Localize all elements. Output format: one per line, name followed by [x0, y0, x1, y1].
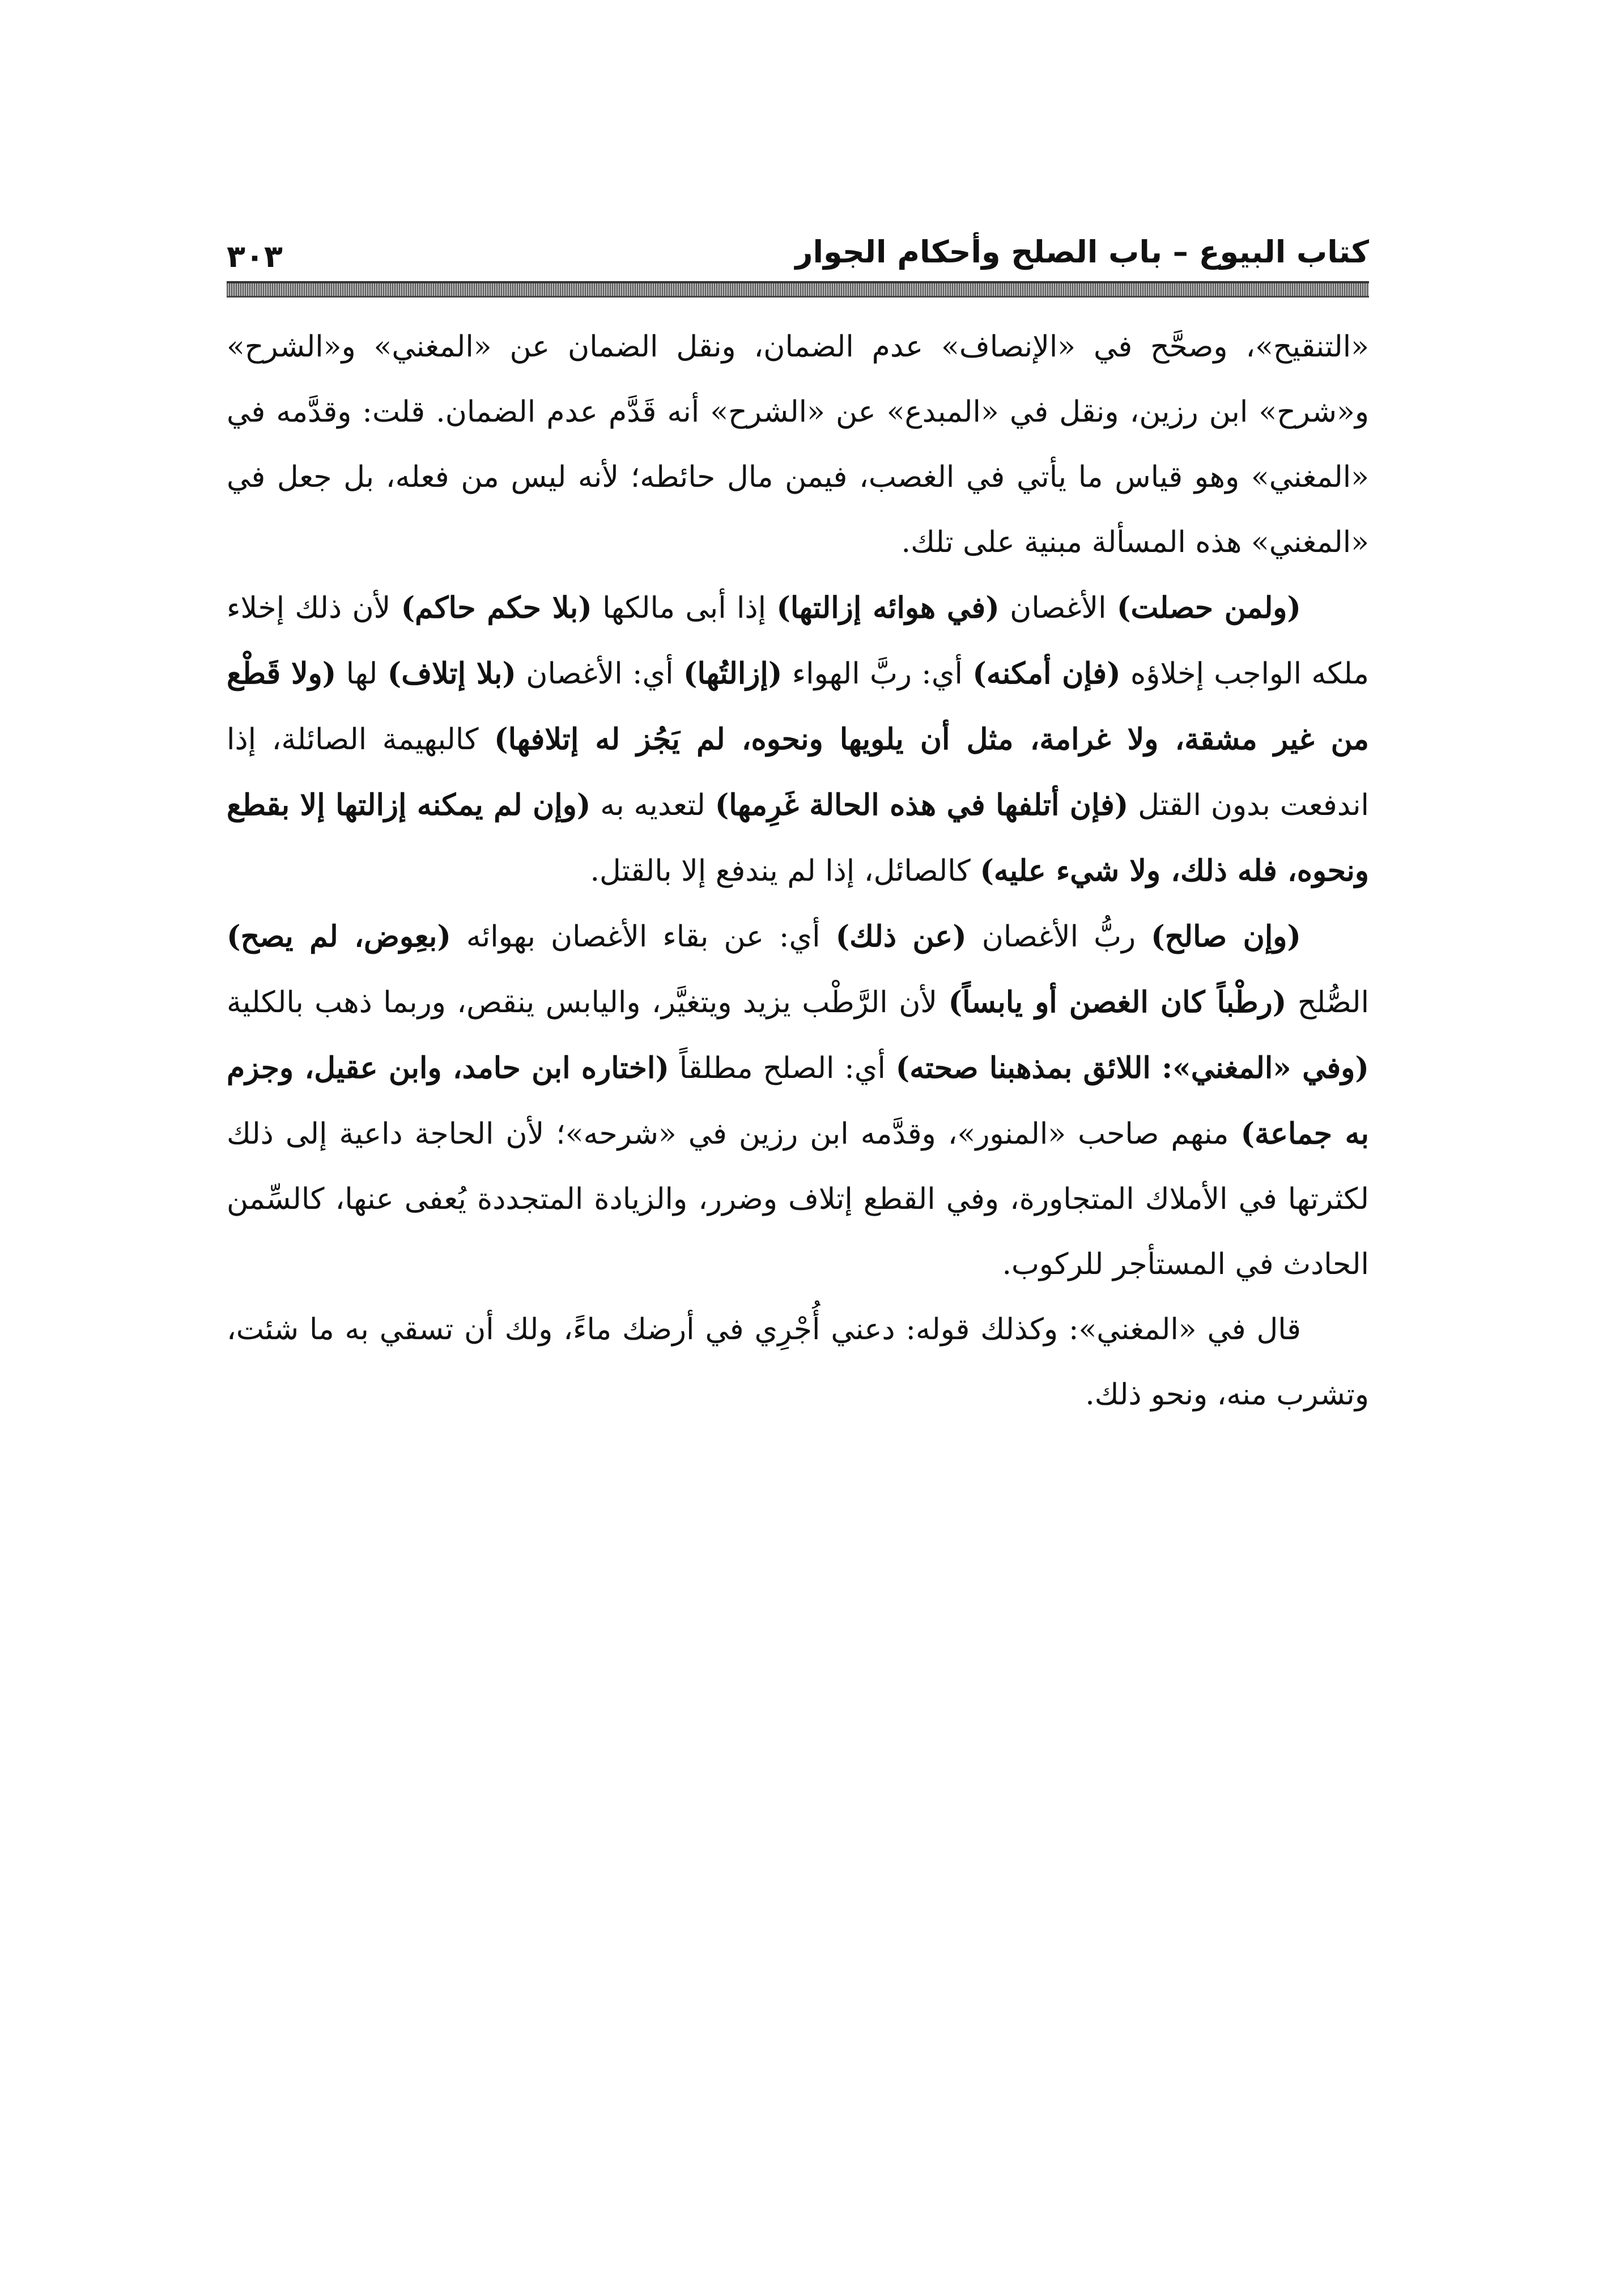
- commentary-text: الصُّلح: [1286, 986, 1370, 1020]
- paragraph: [227, 904, 1369, 1297]
- commentary-text: قال في «المغني»: وكذلك قوله: دعني أُجْرِي في أرضك ماءً، ولك أن تسقي به ما شئت، وتشرب منه، ونحو ذلك.: [227, 1313, 1369, 1412]
- running-header: [227, 227, 1369, 278]
- matn-text: (في هوائه إزالتها): [776, 591, 1000, 625]
- commentary-text: «التنقيح»، وصحَّح في «الإنصاف» عدم الضمان، ونقل الضمان عن «المغني» و«الشرح» و«شرح» ابن رزين، ونقل في «المبدع» عن «الشرح» أنه قَدَّم عدم الضمان. قلت: وقدَّمه في «المغني» وهو قياس ما يأتي في الغصب، فيمن مال حائطه؛ لأنه ليس من فعله، بل جعل في «المغني» هذه المسألة مبنية على تلك.: [227, 330, 1369, 559]
- header-rule: [227, 281, 1369, 298]
- running-title: كتاب البيوع – باب الصلح وأحكام الجوار: [795, 234, 1369, 270]
- matn-text: (ولا قَطْع من غير مشقة، ولا غرامة، مثل أن يلويها ونحوه، لم يَجُز له إتلافها): [227, 656, 1370, 757]
- commentary-text: لها: [336, 657, 388, 691]
- paragraph: [227, 1297, 1369, 1428]
- commentary-text: إذا أبى مالكها: [592, 591, 777, 625]
- commentary-text: أي: الأغصان: [516, 657, 683, 691]
- paragraph: [227, 315, 1369, 575]
- matn-text: (فإن أتلفها في هذه الحالة غَرِمها): [715, 788, 1129, 822]
- commentary-text: ربُّ الأغصان: [966, 920, 1151, 954]
- matn-text: (بعِوض، لم يصح): [227, 919, 451, 954]
- matn-text: (وإن صالح): [1151, 919, 1302, 954]
- page-number: ٣٠٣: [227, 239, 283, 274]
- commentary-text: كالصائل، إذا لم يندفع إلا بالقتل.: [590, 854, 980, 888]
- matn-text: (ولمن حصلت): [1116, 591, 1302, 625]
- commentary-text: لأن الرَّطْب يزيد ويتغيَّر، واليابس ينقص، وربما ذهب بالكلية: [227, 986, 949, 1020]
- commentary-text: لأن ذلك إخلاء ملكه الواجب إخلاؤه: [227, 591, 1369, 691]
- matn-text: (رطْباً كان الغصن أو يابساً): [948, 985, 1287, 1020]
- commentary-text: أي: ربَّ الهواء: [782, 657, 973, 691]
- body-text: [227, 315, 1369, 1428]
- commentary-text: أي: الصلح مطلقاً: [669, 1051, 896, 1085]
- matn-text: (وإن لم يمكنه إزالتها إلا بقطع ونحوه، فله ذلك، ولا شيء عليه): [227, 788, 1369, 888]
- commentary-text: منهم صاحب «المنور»، وقدَّمه ابن رزين في «شرحه»؛ لأن الحاجة داعية إلى ذلك لكثرتها في الأملاك المتجاورة، وفي القطع إتلاف وضرر، والزيادة المتجددة يُعفى عنها، كالسِّمن الحادث في المستأجر للركوب.: [227, 1117, 1369, 1281]
- matn-text: (عن ذلك): [835, 919, 967, 954]
- commentary-text: الأغصان: [999, 591, 1117, 625]
- matn-text: (وفي «المغني»: اللائق بمذهبنا صحته): [895, 1051, 1370, 1085]
- paragraph: [227, 575, 1369, 904]
- matn-text: (اختاره ابن حامد، وابن عقيل، وجزم به جماعة): [227, 1051, 1369, 1151]
- commentary-text: لتعديه به: [590, 788, 715, 822]
- commentary-text: أي: عن بقاء الأغصان بهوائه: [450, 920, 836, 954]
- matn-text: (بلا إتلاف): [387, 656, 516, 691]
- matn-text: (فإن أمكنه): [972, 656, 1121, 691]
- matn-text: (إزالتُها): [683, 656, 783, 691]
- matn-text: (بلا حكم حاكم): [401, 591, 592, 625]
- commentary-text: كالبهيمة الصائلة، إذا اندفعت بدون القتل: [227, 723, 1369, 822]
